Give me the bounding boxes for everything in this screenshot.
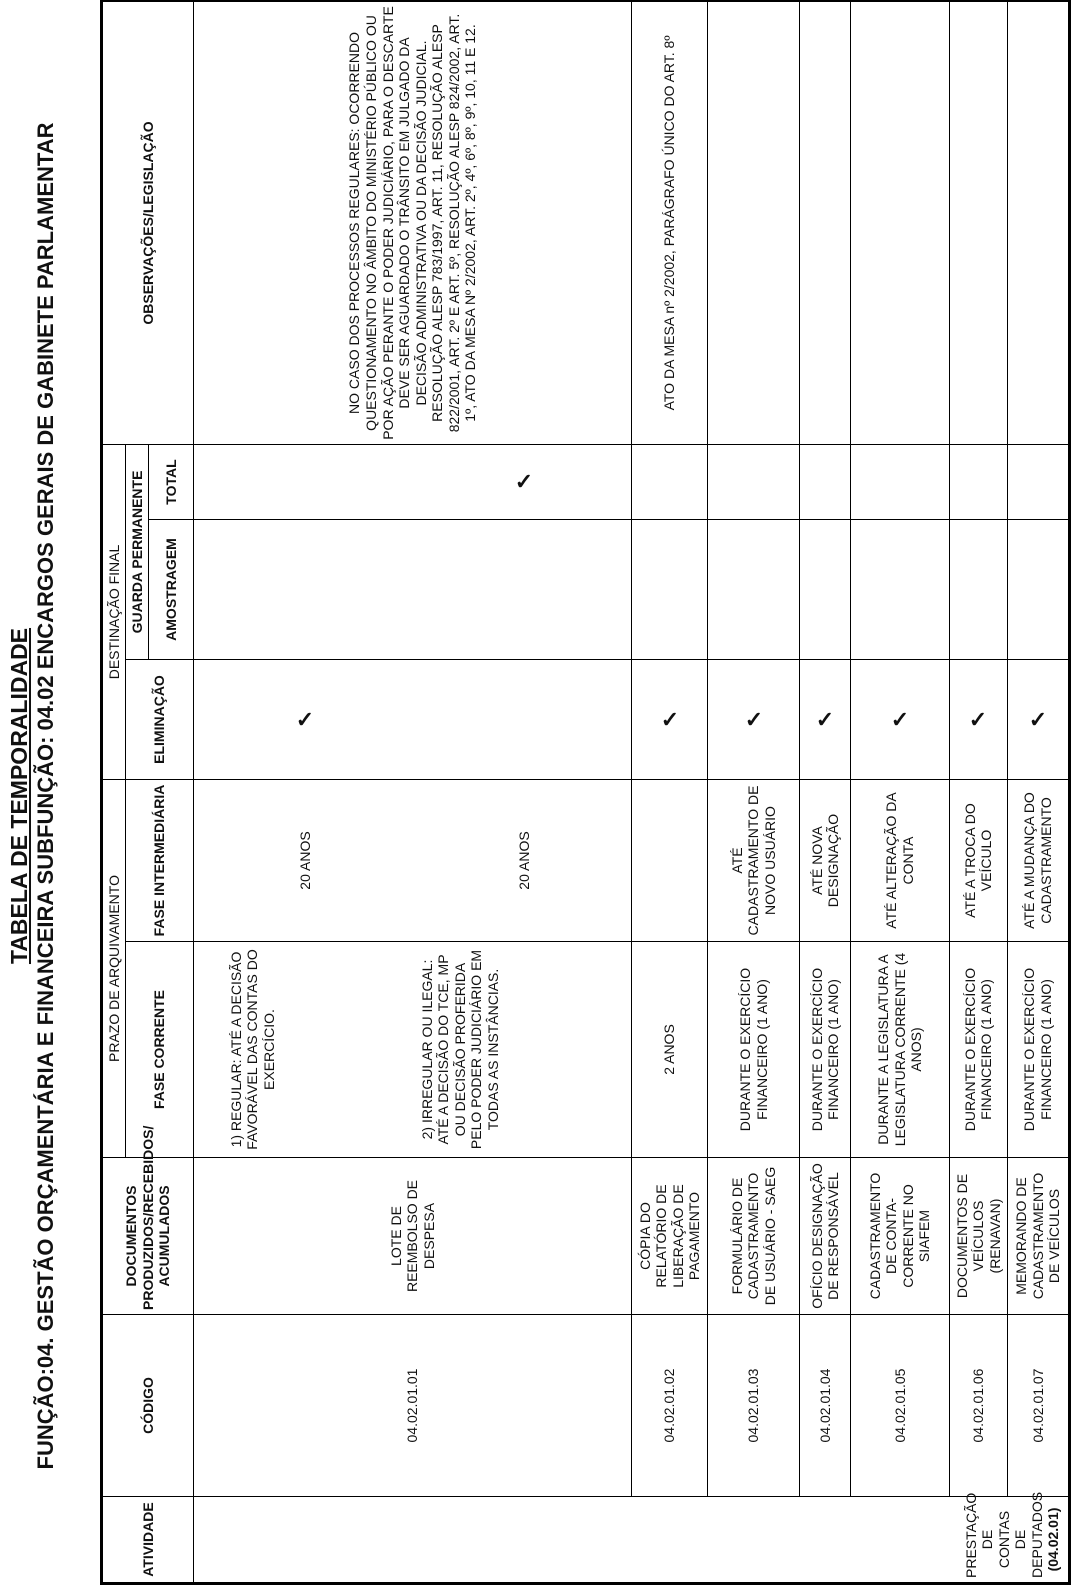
row-observacoes	[949, 0, 1007, 444]
check-mark: ✓	[744, 706, 763, 732]
row-fase-corrente: DURANTE O EXERCÍCIO FINANCEIRO (1 ANO)	[949, 942, 1007, 1158]
fase-intermediaria-irregular: 20 ANOS	[417, 780, 632, 942]
row-amostragem	[1007, 520, 1069, 660]
row-fase-intermediaria: ATÉ A MUDANÇA DO CADASTRAMENTO	[1007, 780, 1069, 942]
total-irregular	[417, 444, 632, 519]
row-total	[1007, 444, 1069, 519]
row-fase-intermediaria: ATÉ CADASTRAMENTO DE NOVO USUÁRIO	[708, 780, 800, 942]
header-fase-intermediaria: FASE INTERMEDIÁRIA	[126, 780, 194, 942]
row-eliminacao	[632, 660, 708, 780]
check-mark: ✓	[514, 469, 534, 495]
row-document: FORMULÁRIO DE CADASTRAMENTO DE USUÁRIO - SAEG	[708, 1158, 800, 1315]
row-eliminacao	[800, 660, 851, 780]
document-subtitle: FUNÇÃO:04. GESTÃO ORÇAMENTÁRIA E FINANCEIRA SUBFUNÇÃO: 04.02 ENCARGOS GERAIS DE GABINETE PARLAMENTAR	[33, 122, 58, 1470]
row-observacoes	[851, 0, 949, 444]
row-code: 04.02.01.06	[949, 1315, 1007, 1497]
row-observacoes	[1007, 0, 1069, 444]
header-destinacao: DESTINAÇÃO FINAL	[102, 444, 126, 779]
fase-intermediaria-regular: 20 ANOS	[193, 780, 416, 942]
atividade-code: (04.02.01)	[1045, 1507, 1062, 1572]
row-total	[800, 444, 851, 519]
row-observacoes	[708, 0, 800, 444]
row-observacoes	[800, 0, 851, 444]
document-title: TABELA DE TEMPORALIDADE	[6, 627, 32, 965]
check-mark: ✓	[815, 706, 835, 732]
row-observacoes: ATO DA MESA nº 2/2002, PARÁGRAFO ÚNICO DO ART. 8º	[632, 0, 708, 444]
eliminacao-irregular	[417, 660, 632, 780]
amostragem-cell	[193, 520, 631, 660]
fase-corrente-regular: 1) REGULAR: ATÉ A DECISÃO FAVORÁVEL DAS CONTAS DO EXERCÍCIO.	[193, 942, 416, 1158]
row-document: CADASTRAMENTO DE CONTA-CORRENTE NO SIAFEM	[851, 1158, 949, 1315]
observacoes-regular: NO CASO DOS PROCESSOS REGULARES: OCORRENDO QUESTIONAMENTO NO ÂMBITO DO MINISTÉRIO PÚBLICO OU POR AÇÃO PERANTE O PODER JUDICIÁRIO, PARA O DESCARTE DEVE SER AGUARDADO O TRÂNSITO EM JULGADO DA DECISÃO ADMINISTRATIVA OU DA DECISÃO JUDICIAL.	[346, 6, 429, 440]
row-total	[632, 444, 708, 519]
row-code: 04.02.01.07	[1007, 1315, 1069, 1497]
row-code: 04.02.01.05	[851, 1315, 949, 1497]
row-document: DOCUMENTOS DE VEÍCULOS (RENAVAN)	[949, 1158, 1007, 1315]
row-eliminacao	[851, 660, 949, 780]
row-fase-corrente: 2 ANOS	[632, 942, 708, 1158]
row-code: 04.02.01.03	[708, 1315, 800, 1497]
row-fase-intermediaria: ATÉ NOVA DESIGNAÇÃO	[800, 780, 851, 942]
row-fase-corrente: DURANTE O EXERCÍCIO FINANCEIRO (1 ANO)	[708, 942, 800, 1158]
row-amostragem	[632, 520, 708, 660]
header-atividade: ATIVIDADE	[102, 1497, 194, 1584]
check-mark: ✓	[969, 706, 988, 732]
check-mark: ✓	[296, 706, 315, 732]
temporality-table	[100, 0, 1071, 1585]
atividade-label: PRESTAÇÃO DE CONTAS DE DEPUTADOS	[962, 1491, 1045, 1578]
header-codigo: CÓDIGO	[102, 1315, 194, 1497]
total-regular	[193, 444, 416, 519]
row-total	[708, 444, 800, 519]
header-documentos: DOCUMENTOS PRODUZIDOS/RECEBIDOS/ ACUMULADOS	[102, 1158, 194, 1315]
header-observacoes: OBSERVAÇÕES/LEGISLAÇÃO	[102, 0, 194, 444]
header-guarda-permanente: GUARDA PERMANENTE	[126, 444, 149, 659]
row-total	[949, 444, 1007, 519]
row-eliminacao	[949, 660, 1007, 780]
row-eliminacao	[708, 660, 800, 780]
row-fase-corrente: DURANTE A LEGISLATURA A LEGISLATURA CORRENTE (4 ANOS)	[851, 942, 949, 1158]
header-prazo: PRAZO DE ARQUIVAMENTO	[102, 780, 126, 1158]
header-eliminacao: ELIMINAÇÃO	[126, 660, 194, 780]
observacoes-cell	[193, 0, 631, 444]
check-mark: ✓	[890, 706, 910, 732]
row-fase-intermediaria: ATÉ ALTERAÇÃO DA CONTA	[851, 780, 949, 942]
fase-corrente-irregular: 2) IRREGULAR OU ILEGAL: ATÉ A DECISÃO DO TCE, MP OU DECISÃO PROFERIDA PELO PODER JUDICIÁRIO EM TODAS AS INSTÂNCIAS.	[417, 942, 632, 1158]
header-amostragem: AMOSTRAGEM	[149, 520, 194, 660]
row-fase-intermediaria	[632, 780, 708, 942]
row-document: OFÍCIO DESIGNAÇÃO DE RESPONSÁVEL	[800, 1158, 851, 1315]
atividade-cell	[193, 1491, 1069, 1584]
row-fase-intermediaria: ATÉ A TROCA DO VEÍCULO	[949, 780, 1007, 942]
row-document: CÓPIA DO RELATÓRIO DE LIBERAÇÃO DE PAGAMENTO	[632, 1158, 708, 1315]
row-fase-corrente: DURANTE O EXERCÍCIO FINANCEIRO (1 ANO)	[800, 942, 851, 1158]
row-amostragem	[851, 520, 949, 660]
row-fase-corrente: DURANTE O EXERCÍCIO FINANCEIRO (1 ANO)	[1007, 942, 1069, 1158]
row-amostragem	[708, 520, 800, 660]
row-code: 04.02.01.02	[632, 1315, 708, 1497]
observacoes-legislacao: RESOLUÇÃO ALESP 783/1997, ART. 11, RESOLUÇÃO ALESP 822/2001, ART. 2º E ART. 5º, RESOLUÇÃO ALESP 824/2002, ART. 1º, ATO DA MESA Nº 2/2002, ART. 2º, 4º, 6º, 8º, 9º, 10, 11 E 12.	[429, 13, 479, 433]
eliminacao-regular	[193, 660, 416, 780]
header-fase-corrente: FASE CORRENTE	[126, 942, 194, 1158]
check-mark: ✓	[660, 706, 679, 732]
check-mark: ✓	[1028, 706, 1048, 732]
row-document: MEMORANDO DE CADASTRAMENTO DE VEÍCULOS	[1007, 1158, 1069, 1315]
header-total: TOTAL	[149, 444, 194, 519]
row-document: LOTE DE REEMBOLSO DE DESPESA	[193, 1158, 631, 1315]
row-total	[851, 444, 949, 519]
row-eliminacao	[1007, 660, 1069, 780]
row-code: 04.02.01.04	[800, 1315, 851, 1497]
row-amostragem	[800, 520, 851, 660]
row-code: 04.02.01.01	[193, 1315, 631, 1497]
row-amostragem	[949, 520, 1007, 660]
